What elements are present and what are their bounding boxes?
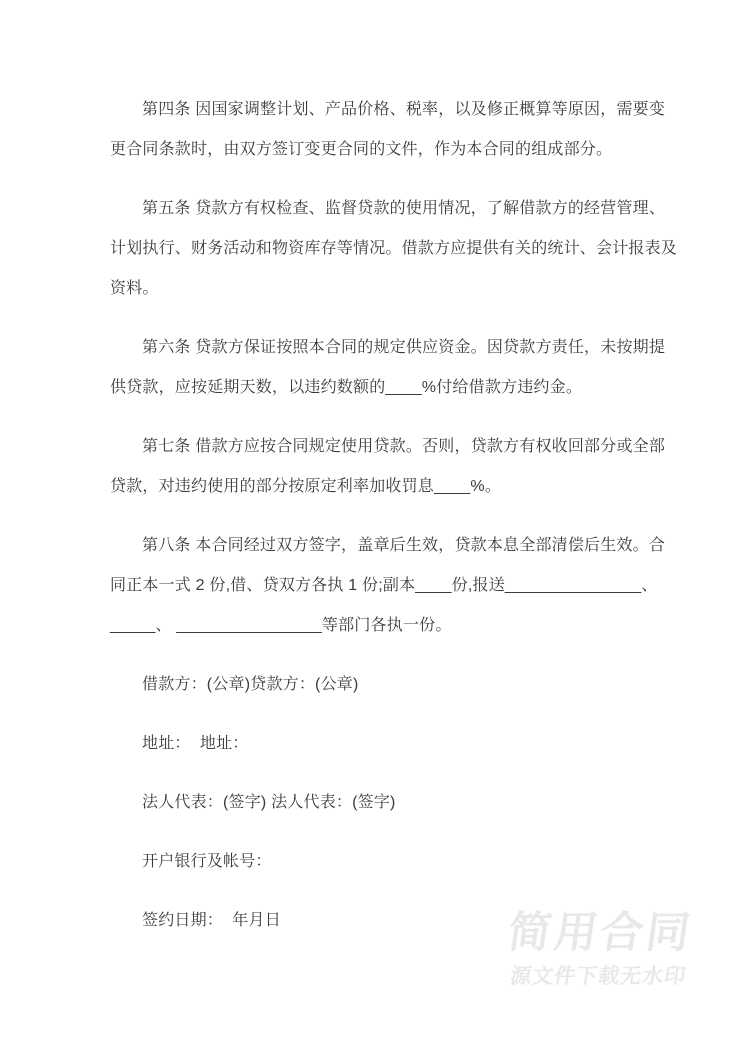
contract-line: _____、 ________________等部门各执一份。 [110, 617, 452, 634]
watermark-title: 简用合同 [504, 909, 696, 957]
contract-line: 贷款，对违约使用的部分按原定利率加收罚息____%。 [110, 478, 502, 495]
contract-clause-6 [110, 328, 666, 408]
contract-line: 同正本一式 2 份,借、贷双方各执 1 份;副本____份,报送_______________、 [110, 577, 658, 594]
contract-line: 第四条 因国家调整计划、产品价格、税率，以及修正概算等原因，需要变 [142, 101, 666, 118]
contract-clause-7 [110, 427, 666, 507]
site-watermark [500, 910, 695, 989]
watermark-subtitle: 源文件下载无水印 [508, 965, 688, 988]
contract-line: 计划执行、财务活动和物资库存等情况。借款方应提供有关的统计、会计报表及 [110, 240, 678, 257]
contract-line: 更合同条款时，由双方签订变更合同的文件，作为本合同的组成部分。 [110, 141, 613, 158]
signature-date-line: 签约日期： 年月日 [142, 912, 281, 929]
contract-clause-8 [110, 526, 666, 646]
contract-line: 第五条 贷款方有权检查、监督贷款的使用情况，了解借款方的经营管理、 [142, 200, 666, 217]
contract-line: 第八条 本合同经过双方签字，盖章后生效，贷款本息全部清偿后生效。合 [142, 537, 666, 554]
contract-line: 第七条 借款方应按合同规定使用贷款。否则，贷款方有权收回部分或全部 [142, 438, 666, 455]
contract-clause-4 [110, 90, 666, 170]
contract-line: 供贷款，应按延期天数，以违约数额的____%付给借款方违约金。 [110, 379, 583, 396]
signature-bank-account-line: 开户银行及帐号： [142, 853, 272, 870]
signature-address-line: 地址： 地址： [142, 735, 249, 752]
contract-line: 资料。 [110, 280, 159, 297]
signature-legal-rep-line: 法人代表：(签字) 法人代表：(签字) [142, 794, 396, 811]
contract-clause-5 [110, 189, 678, 309]
contract-line: 第六条 贷款方保证按照本合同的规定供应资金。因贷款方责任，未按期提 [142, 339, 666, 356]
signature-parties-line: 借款方：(公章)贷款方：(公章) [142, 676, 359, 693]
